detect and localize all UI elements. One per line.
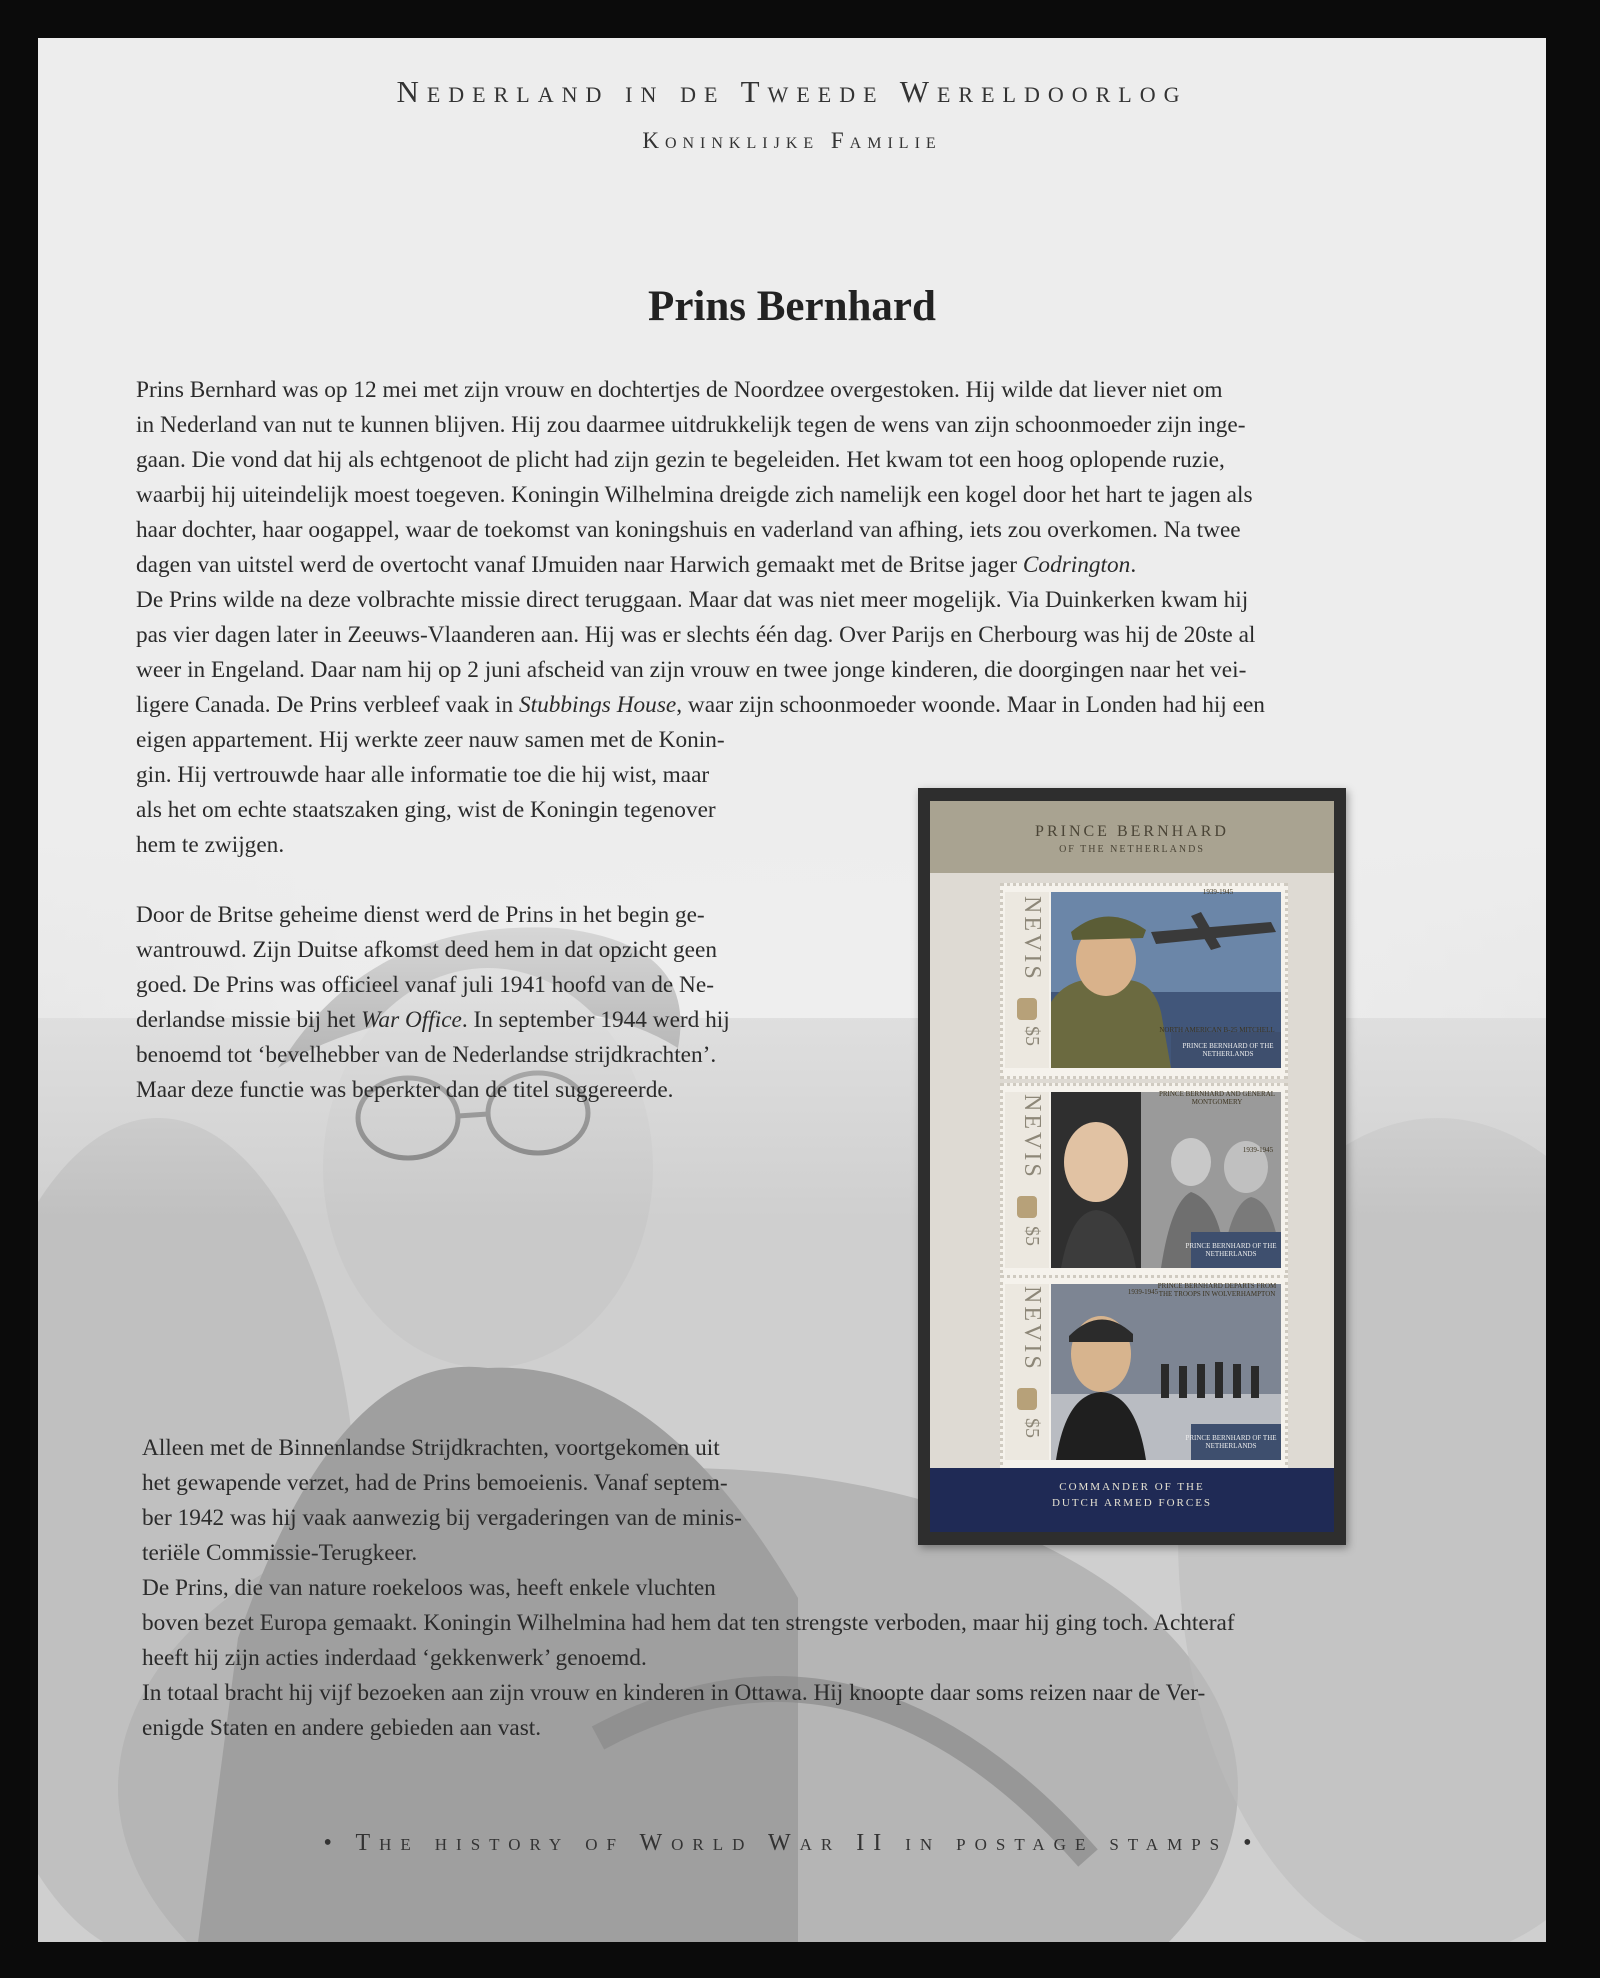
paragraph-2 [136,898,730,1108]
stamp-3 [1000,1275,1288,1471]
sheet-footer [930,1468,1334,1532]
text-line: als het om echte staatszaken ging, wist de Koningin tegenover [136,797,716,823]
sheet-subtitle: OF THE NETHERLANDS [1059,844,1205,855]
stamp-country: NEVIS [1019,1094,1045,1180]
text-part: dagen van uitstel werd de overtocht vanaf IJmuiden naar Harwich gemaakt met de Britse jager [136,552,1023,578]
text-line: ber 1942 was hij vaak aanwezig bij vergaderingen van de minis- [142,1505,742,1531]
text-line: hem te zwijgen. [136,832,285,858]
ship-name: Codrington [1022,552,1131,578]
text-line: gaan. Die vond dat hij als echtgenoot de plicht had zijn gezin te begeleiden. Het kwam tot een hoog oplopende ruzie, [136,447,1225,473]
stamp-caption-box: PRINCE BERNHARD OF THE NETHERLANDS [1185,1434,1277,1450]
text-line: Door de Britse geheime dienst werd de Prins in het begin ge- [136,902,705,928]
text-line: enigde Staten en andere gebieden aan vast. [142,1715,542,1741]
sheet-title: PRINCE BERNHARD [1035,823,1229,840]
text-line: Maar deze functie was beperkter dan de titel suggereerde. [136,1077,674,1103]
text-line: eigen appartement. Hij werkte zeer nauw samen met de Konin- [136,727,725,753]
text-part: . In september 1944 werd hij [461,1007,730,1033]
sheet-footer-line-2: DUTCH ARMED FORCES [1051,1497,1213,1509]
text-part: ligere Canada. De Prins verbleef vaak in [136,692,519,718]
stamp-value: $5 [1021,1418,1043,1438]
stamp-caption-top: PRINCE BERNHARD AND GENERAL MONTGOMERY [1158,1090,1276,1106]
text-line: goed. De Prins was officieel vanaf juli 1941 hoofd van de Ne- [136,972,714,998]
sheet-header [930,801,1334,873]
text-line: in Nederland van nut te kunnen blijven. Hij zou daarmee uitdrukkelijk tegen de wens van zijn schoonmoeder zijn inge- [136,412,1246,438]
page-footer: • The history of World War II in postage stamps • [323,1830,1261,1856]
text-part: . [1130,552,1137,578]
text-line: benoemd tot ‘bevelhebber van de Nederlandse strijdkrachten’. [136,1042,717,1068]
text-line: teriële Commissie-Terugkeer. [142,1540,418,1566]
stamp-value: $5 [1021,1226,1043,1246]
house-name: Stubbings House [518,692,677,718]
stamp-country: NEVIS [1019,896,1045,982]
stamp-caption-top: PRINCE BERNHARD DEPARTS FROM THE TROOPS IN WOLVERHAMPTON [1157,1282,1277,1298]
stamp-mount [918,788,1346,1545]
stamp-years: 1939-1945 [1127,1288,1159,1296]
office-name: War Office [361,1007,462,1033]
text-line: waarbij hij uiteindelijk moest toegeven. Koningin Wilhelmina dreigde zich namelijk een kogel door het hart te jagen als [136,482,1253,508]
text-line: pas vier dagen later in Zeeuws-Vlaanderen aan. Hij was er slechts één dag. Over Parijs en Cherbourg was hij de 20ste al [136,622,1256,648]
text-line: het gewapende verzet, had de Prins bemoeienis. Vanaf septem- [142,1470,728,1496]
text-line: heeft hij zijn acties inderdaad ‘gekkenwerk’ genoemd. [142,1645,647,1671]
text-line: De Prins wilde na deze volbrachte missie direct teruggaan. Maar dat was niet meer mogelijk. Via Duinkerken kwam hij [136,587,1249,613]
text-line [136,1003,730,1038]
text-line [136,548,1265,583]
text-line: De Prins, die van nature roekeloos was, heeft enkele vluchten [142,1575,716,1601]
text-line: haar dochter, haar oogappel, waar de toekomst van koningshuis en vaderland van afhing, iets zou overkomen. Na twee [136,517,1241,543]
stamp-caption: NORTH AMERICAN B-25 MITCHELL [1159,1026,1275,1034]
text-line: weer in Engeland. Daar nam hij op 2 juni afscheid van zijn vrouw en twee jonge kinderen, die doorgingen naar het vei- [136,657,1247,683]
stamp-caption-box: PRINCE BERNHARD OF THE NETHERLANDS [1185,1242,1277,1258]
sheet-footer-line-1: COMMANDER OF THE [1059,1481,1205,1493]
text-line: Prins Bernhard was op 12 mei met zijn vrouw en dochtertjes de Noordzee overgestoken. Hij wilde dat liever niet om [136,377,1223,403]
stamp-caption-box: PRINCE BERNHARD OF THE NETHERLANDS [1182,1042,1274,1058]
stamp-country: NEVIS [1019,1286,1045,1372]
text-line: boven bezet Europa gemaakt. Koningin Wilhelmina had hem dat ten strengste verboden, maar hij ging toch. Achteraf [142,1610,1235,1636]
text-line: Alleen met de Binnenlandse Strijdkrachten, voortgekomen uit [142,1435,720,1461]
stamp-1 [1000,883,1288,1079]
stamp-souvenir-sheet [930,801,1334,1532]
stamp-years: 1939-1945 [1202,888,1234,896]
header-subtitle: Koninklijke Familie [642,128,942,153]
text-part: , waar zijn schoonmoeder woonde. Maar in Londen had hij een [676,692,1265,718]
header-title: Nederland in de Tweede Wereldoorlog [396,74,1188,109]
page-title: Prins Bernhard [648,283,936,330]
stamp-years: 1939-1945 [1242,1146,1274,1154]
text-line: In totaal bracht hij vijf bezoeken aan zijn vrouw en kinderen in Ottawa. Hij knoopte daar soms reizen naar de Ver- [142,1680,1206,1706]
text-line: gin. Hij vertrouwde haar alle informatie toe die hij wist, maar [136,762,710,788]
text-line [136,688,1265,723]
stamp-value: $5 [1021,1026,1043,1046]
text-part: derlandse missie bij het [136,1007,362,1033]
album-page [38,38,1546,1942]
stamp-2 [1000,1083,1288,1279]
text-line: wantrouwd. Zijn Duitse afkomst deed hem in dat opzicht geen [136,937,717,963]
